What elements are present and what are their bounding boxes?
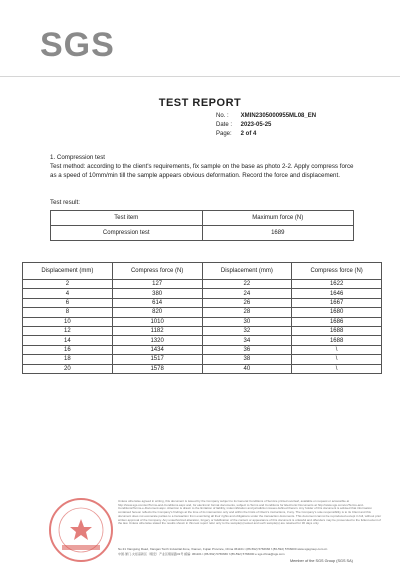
table-header-cell: Test item [51, 211, 203, 226]
table-cell: 1517 [112, 355, 202, 364]
table-cell: 26 [202, 298, 292, 307]
table-cell: 10 [23, 317, 113, 326]
report-date [216, 122, 271, 128]
summary-table [50, 210, 354, 241]
table-cell: 38 [202, 355, 292, 364]
table-cell: 1686 [292, 317, 382, 326]
table-cell: 380 [112, 289, 202, 298]
table-cell: 1434 [112, 345, 202, 354]
table-header-cell: Displacement (mm) [23, 263, 113, 280]
table-row [23, 317, 382, 326]
table-cell: 1622 [292, 280, 382, 289]
table-cell: 6 [23, 298, 113, 307]
table-cell: 28 [202, 308, 292, 317]
table-row [23, 298, 382, 307]
test-result-label: Test result: [50, 199, 80, 206]
table-cell: 24 [202, 289, 292, 298]
table-cell: 8 [23, 308, 113, 317]
table-header-cell: Compress force (N) [292, 263, 382, 280]
sgs-logo: SGS [40, 26, 115, 64]
footer-address: No.31 Xiangxing Road, Xiangan Torch Industrial Zone, Xiamen, Fujian Province, China 361101 t (86-592) 5766666 f (86-592) 5766000 www.sgsgroup.com.cn [118, 547, 328, 551]
table-cell: 1320 [112, 336, 202, 345]
table-cell: 1182 [112, 326, 202, 335]
table-cell: 1689 [202, 226, 354, 241]
table-header-cell: Maximum force (N) [202, 211, 354, 226]
footer-address-cn: 中国·厦门·火炬高新区（翔安）产业区翔星路31号 邮编: 361101 t (86-592) 5766666 f (86-592) 5766000 e sgs.china@sgs.com [118, 552, 285, 556]
table-cell: 34 [202, 336, 292, 345]
report-date-label: Date : [216, 122, 233, 128]
section-heading: 1. Compression test [50, 154, 106, 161]
table-cell: 127 [112, 280, 202, 289]
table-cell: 36 [202, 345, 292, 354]
table-cell: \ [292, 364, 382, 373]
table-cell: 16 [23, 345, 113, 354]
table-cell: 22 [202, 280, 292, 289]
table-cell: \ [292, 355, 382, 364]
table-cell: 1010 [112, 317, 202, 326]
displacement-force-table [22, 262, 382, 374]
report-page-number [216, 131, 256, 137]
table-header-row [51, 211, 354, 226]
report-number-label: No. : [216, 113, 229, 119]
table-cell: \ [292, 345, 382, 354]
table-row [23, 326, 382, 335]
footer-member: Member of the SGS Group (SGS SA) [290, 559, 353, 563]
table-row [23, 355, 382, 364]
table-cell: 18 [23, 355, 113, 364]
table-cell: Compression test [51, 226, 203, 241]
report-title: TEST REPORT [158, 97, 242, 109]
report-number [216, 113, 316, 119]
report-number-value: XMIN2305000955ML08_EN [240, 113, 317, 119]
table-cell: 30 [202, 317, 292, 326]
table-cell: 2 [23, 280, 113, 289]
table-header-cell: Displacement (mm) [202, 263, 292, 280]
report-page-label: Page: [216, 131, 232, 137]
table-cell: 14 [23, 336, 113, 345]
table-cell: 1646 [292, 289, 382, 298]
table-cell: 20 [23, 364, 113, 373]
company-seal-stamp [46, 495, 116, 565]
test-method: Test method: according to the client's requirements, fix sample on the base as photo 2-2. Apply compress force as a speed of 10mm/min till the sample appears obvious deformation. Record the force and displacement. [50, 163, 354, 179]
table-header-cell: Compress force (N) [112, 263, 202, 280]
footer-disclaimer: Unless otherwise agreed in writing, this document is issued by the Company subject to its General Conditions of Service printed overleaf, available on request or accessible at http://www.sgs.com/en/Terms-and-Conditions.aspx and, for electronic format documents, subject to Terms and Conditions for Electronic Documents at http://www.sgs.com/en/Terms-and-Conditions/Terms-e-Document.aspx. Attention is drawn to the limitation of liability, indemnification and jurisdiction issues defined therein. Any holder of this document is advised that information contained hereon reflects the Company's findings at the time of its intervention only and within the limits of Client's instructions, if any. The Company's sole responsibility is to its Client and this document does not exonerate parties to a transaction from exercising all their rights and obligations under the transaction documents. This document cannot be reproduced except in full, without prior written approval of the Company. Any unauthorized alteration, forgery or falsification of the content or appearance of this document is unlawful and offenders may be prosecuted to the fullest extent of the law. Unless otherwise stated the results shown in this test report refer only to the sample(s) tested and such sample(s) are retained for 30 days only. [118, 499, 382, 526]
table-cell: 12 [23, 326, 113, 335]
table-row [23, 336, 382, 345]
table-row [51, 226, 354, 241]
table-cell: 1688 [292, 336, 382, 345]
table-cell: 1688 [292, 326, 382, 335]
table-cell: 1578 [112, 364, 202, 373]
table-cell: 32 [202, 326, 292, 335]
table-row [23, 308, 382, 317]
table-cell: 1680 [292, 308, 382, 317]
report-page-value: 2 of 4 [240, 131, 257, 137]
header-divider [0, 76, 400, 77]
table-cell: 4 [23, 289, 113, 298]
table-header-row [23, 263, 382, 280]
table-cell: 40 [202, 364, 292, 373]
table-cell: 1667 [292, 298, 382, 307]
report-date-value: 2023-05-25 [240, 122, 272, 128]
table-row [23, 364, 382, 373]
table-cell: 820 [112, 308, 202, 317]
table-cell: 614 [112, 298, 202, 307]
table-row [23, 280, 382, 289]
table-row [23, 289, 382, 298]
table-row [23, 345, 382, 354]
